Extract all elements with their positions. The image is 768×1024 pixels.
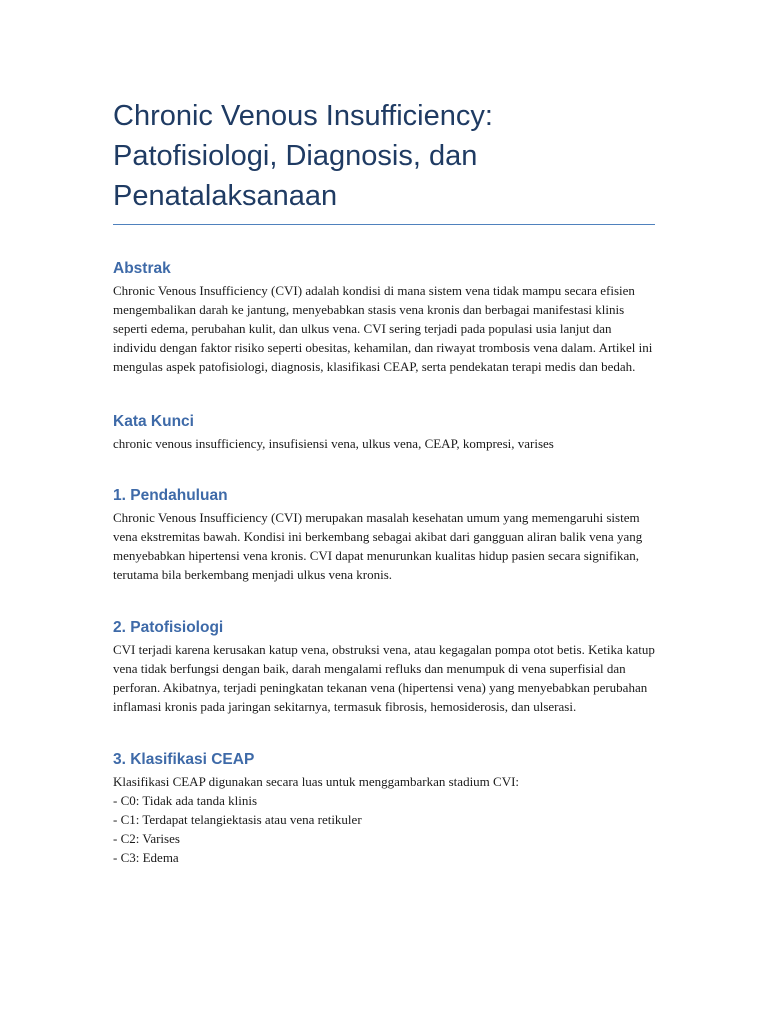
document-title: Chronic Venous Insufficiency: Patofisiologi, Diagnosis, dan Penatalaksanaan	[113, 96, 655, 225]
keywords-section	[113, 412, 655, 453]
keywords-heading: Kata Kunci	[113, 413, 194, 430]
pathophysiology-section	[113, 618, 655, 716]
abstract-text: Chronic Venous Insufficiency (CVI) adalah kondisi di mana sistem vena tidak mampu secara efisien mengembalikan darah ke jantung, menyebabkan stasis vena kronis dan berbagai manifestasi klinis seperti edema, perubahan kulit, dan ulkus vena. CVI sering terjadi pada populasi usia lanjut dan individu dengan faktor risiko seperti obesitas, kehamilan, dan riwayat trombosis vena dalam. Artikel ini mengulas aspek patofisiologi, diagnosis, klasifikasi CEAP, serta pendekatan terapi medis dan bedah.	[113, 283, 653, 374]
introduction-heading: 1. Pendahuluan	[113, 487, 228, 504]
ceap-heading: 3. Klasifikasi CEAP	[113, 751, 255, 768]
introduction-section	[113, 486, 655, 584]
ceap-section	[113, 750, 655, 867]
pathophysiology-text: CVI terjadi karena kerusakan katup vena, obstruksi vena, atau kegagalan pompa otot betis. Ketika katup vena tidak berfungsi dengan baik, darah mengalami refluks dan menumpuk di vena superfisial dan perforan. Akibatnya, terjadi peningkatan tekanan vena (hipertensi vena) yang menyebabkan perubahan inflamasi kronis pada jaringan sekitarnya, termasuk fibrosis, hemosiderosis, dan ulserasi.	[113, 642, 655, 714]
ceap-list-item: - C1: Terdapat telangiektasis atau vena retikuler	[113, 812, 362, 827]
document-page	[113, 96, 655, 867]
ceap-list	[113, 791, 655, 867]
pathophysiology-heading: 2. Patofisiologi	[113, 619, 224, 636]
ceap-list-item: - C3: Edema	[113, 850, 179, 865]
ceap-list-item: - C0: Tidak ada tanda klinis	[113, 793, 258, 808]
ceap-intro-text: Klasifikasi CEAP digunakan secara luas untuk menggambarkan stadium CVI:	[113, 774, 520, 789]
ceap-list-item: - C2: Varises	[113, 831, 180, 846]
abstract-heading: Abstrak	[113, 260, 171, 277]
introduction-text: Chronic Venous Insufficiency (CVI) merupakan masalah kesehatan umum yang memengaruhi sistem vena ekstremitas bawah. Kondisi ini berkembang sebagai akibat dari gangguan aliran balik vena yang menyebabkan hipertensi vena kronis. CVI dapat menurunkan kualitas hidup pasien secara signifikan, terutama bila berkembang menjadi ulkus vena kronis.	[113, 510, 643, 582]
abstract-section	[113, 259, 655, 376]
keywords-text: chronic venous insufficiency, insufisiensi vena, ulkus vena, CEAP, kompresi, varises	[113, 436, 554, 451]
